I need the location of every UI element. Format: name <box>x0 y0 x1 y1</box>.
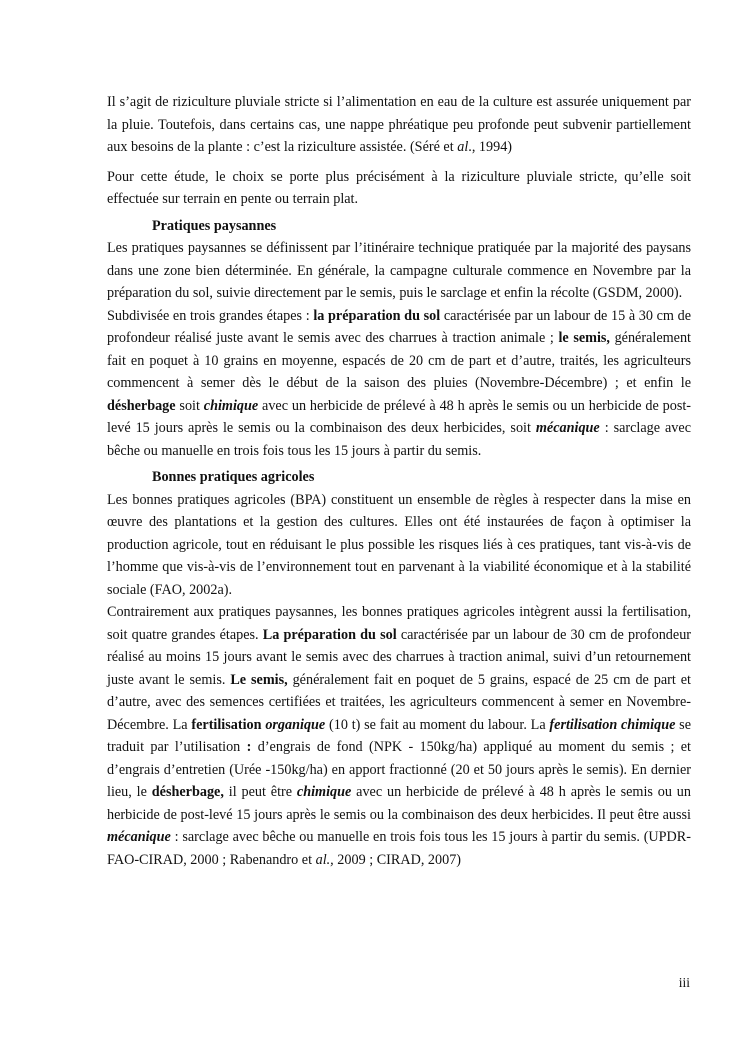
bold-text: le semis, <box>558 330 610 346</box>
bold-text: Le semis, <box>230 671 288 688</box>
section-heading-pratiques-paysannes: Pratiques paysannes <box>152 217 277 234</box>
paragraph-pratiques-paysannes-intro: Les pratiques paysannes se définissent par l’itinéraire technique pratiquée par la majorité des paysans dans une zone bien déterminée. En générale, la campagne culturale commence en Novembre par la préparation du sol, suivie directement par le semis, puis le sarclage et enfin la récolte (GSDM, 2000). <box>107 240 691 301</box>
text-run: Contrairement aux pratiques paysannes, les bonnes pratiques agricoles intègrent aussi la fertilisation, soit quatre grandes étapes. <box>107 604 691 643</box>
text-run: (10 t) se fait au moment du labour. La <box>325 716 550 733</box>
bold-italic-text: chimique <box>203 397 259 414</box>
bold-italic-text: organique <box>265 716 326 733</box>
page-number: iii <box>678 975 690 990</box>
text-run: ., 1994) <box>468 139 513 155</box>
text-run: généralement fait en poquet à 10 grains en moyenne, espacés de 20 cm de part et d’autre, traités, les agriculteurs commencent à semer dès le début de la saison des pluies (Novembre-Décembre) ; et enfin le <box>107 330 691 391</box>
bold-text: désherbage <box>107 397 176 414</box>
text-run: : sarclage avec bêche ou manuelle en trois fois tous les 15 jours à partir du semis. <box>107 420 691 459</box>
text-run: d’engrais de fond (NPK - 150kg/ha) appliqué au moment du semis ; et d’engrais d’entretien (Urée -150kg/ha) en apport fractionné (20 et 50 jours après le semis). En dernier lieu, le <box>107 739 691 800</box>
text-run: avec un herbicide de prélevé à 48 h après le semis ou un herbicide de post-levé 15 jours après le semis ou la combinaison des deux herbicides, soit <box>107 397 692 436</box>
text-run: généralement fait en poquet de 5 grains, espacé de 25 cm de part et d’autre, avec des semences certifiées et traitées, les agriculteurs commencent à semer en Novembre-Décembre. La <box>107 671 691 733</box>
bold-italic-text: mécanique <box>107 829 171 845</box>
paragraph-study-choice: Pour cette étude, le choix se porte plus précisément à la riziculture pluviale stricte, qu’elle soit effectuée sur terrain en pente ou terrain plat. <box>107 168 691 207</box>
bold-text: La préparation du sol <box>262 626 397 643</box>
text-run: 2009 ; CIRAD, 2007) <box>333 851 462 868</box>
text-run: avec un herbicide de prélevé à 48 h après le semis ou un herbicide de post-levé 15 jours après le semis ou la combinaison des deux herbicides. Il peut être aussi <box>107 784 691 823</box>
bold-italic-text: chimique <box>296 784 352 800</box>
text-run: : sarclage avec bêche ou manuelle en trois fois tous les 15 jours à partir du semis. (UPDR-FAO-CIRAD, 2000 ; Rabenandro et <box>107 829 691 868</box>
text-run: Subdivisée en trois grandes étapes : <box>107 307 314 324</box>
text-run: soit <box>175 397 204 414</box>
italic-text: al., <box>315 851 334 868</box>
paragraph-bpa-definition: Les bonnes pratiques agricoles (BPA) constituent un ensemble de règles à respecter dans la mise en œuvre des plantations et la gestion des cultures. Elles ont été instaurées de façon à optimiser la production agricole, tout en réduisant le plus possible les risques liés à ces pratiques, tant vis-à-vis de l’homme que vis-à-vis de l’environnement tout en parvenant à la viabilité économique et à la stabilité sociale (FAO, 2002a). <box>107 491 691 598</box>
text-run: se traduit par l’utilisation <box>107 716 691 755</box>
text-run: caractérisée par un labour de 30 cm de profondeur réalisé au moins 15 jours avant le semis avec des charrues à traction animal, suivi d’un retournement juste avant le semis. <box>107 626 692 688</box>
bold-text: fertilisation <box>191 716 262 733</box>
text-run: il peut être <box>223 784 297 800</box>
paragraph-bpa-etapes <box>107 601 691 871</box>
bold-italic-text: fertilisation chimique <box>549 716 676 733</box>
bold-text: : <box>246 739 252 755</box>
text-run: Il s’agit de riziculture pluviale stricte si l’alimentation en eau de la culture est assurée uniquement par la pluie. Toutefois, dans certains cas, une nappe phréatique peu profonde peut subvenir partiellement aux besoins de la plante : c’est la riziculture assistée. (Séré et <box>107 94 691 155</box>
paragraph-riziculture-definition <box>107 91 691 159</box>
paragraph-pratiques-paysannes-etapes <box>107 305 691 463</box>
italic-text: al <box>457 139 469 155</box>
bold-italic-text: mécanique <box>535 420 600 436</box>
page-body <box>107 91 691 871</box>
bold-text: désherbage, <box>151 784 224 800</box>
text-run: caractérisée par un labour de 15 à 30 cm de profondeur réalisé juste avant le semis avec des charrues à traction animale ; <box>107 307 692 346</box>
bold-text: la préparation du sol <box>313 307 441 324</box>
section-heading-bonnes-pratiques: Bonnes pratiques agricoles <box>152 469 315 485</box>
